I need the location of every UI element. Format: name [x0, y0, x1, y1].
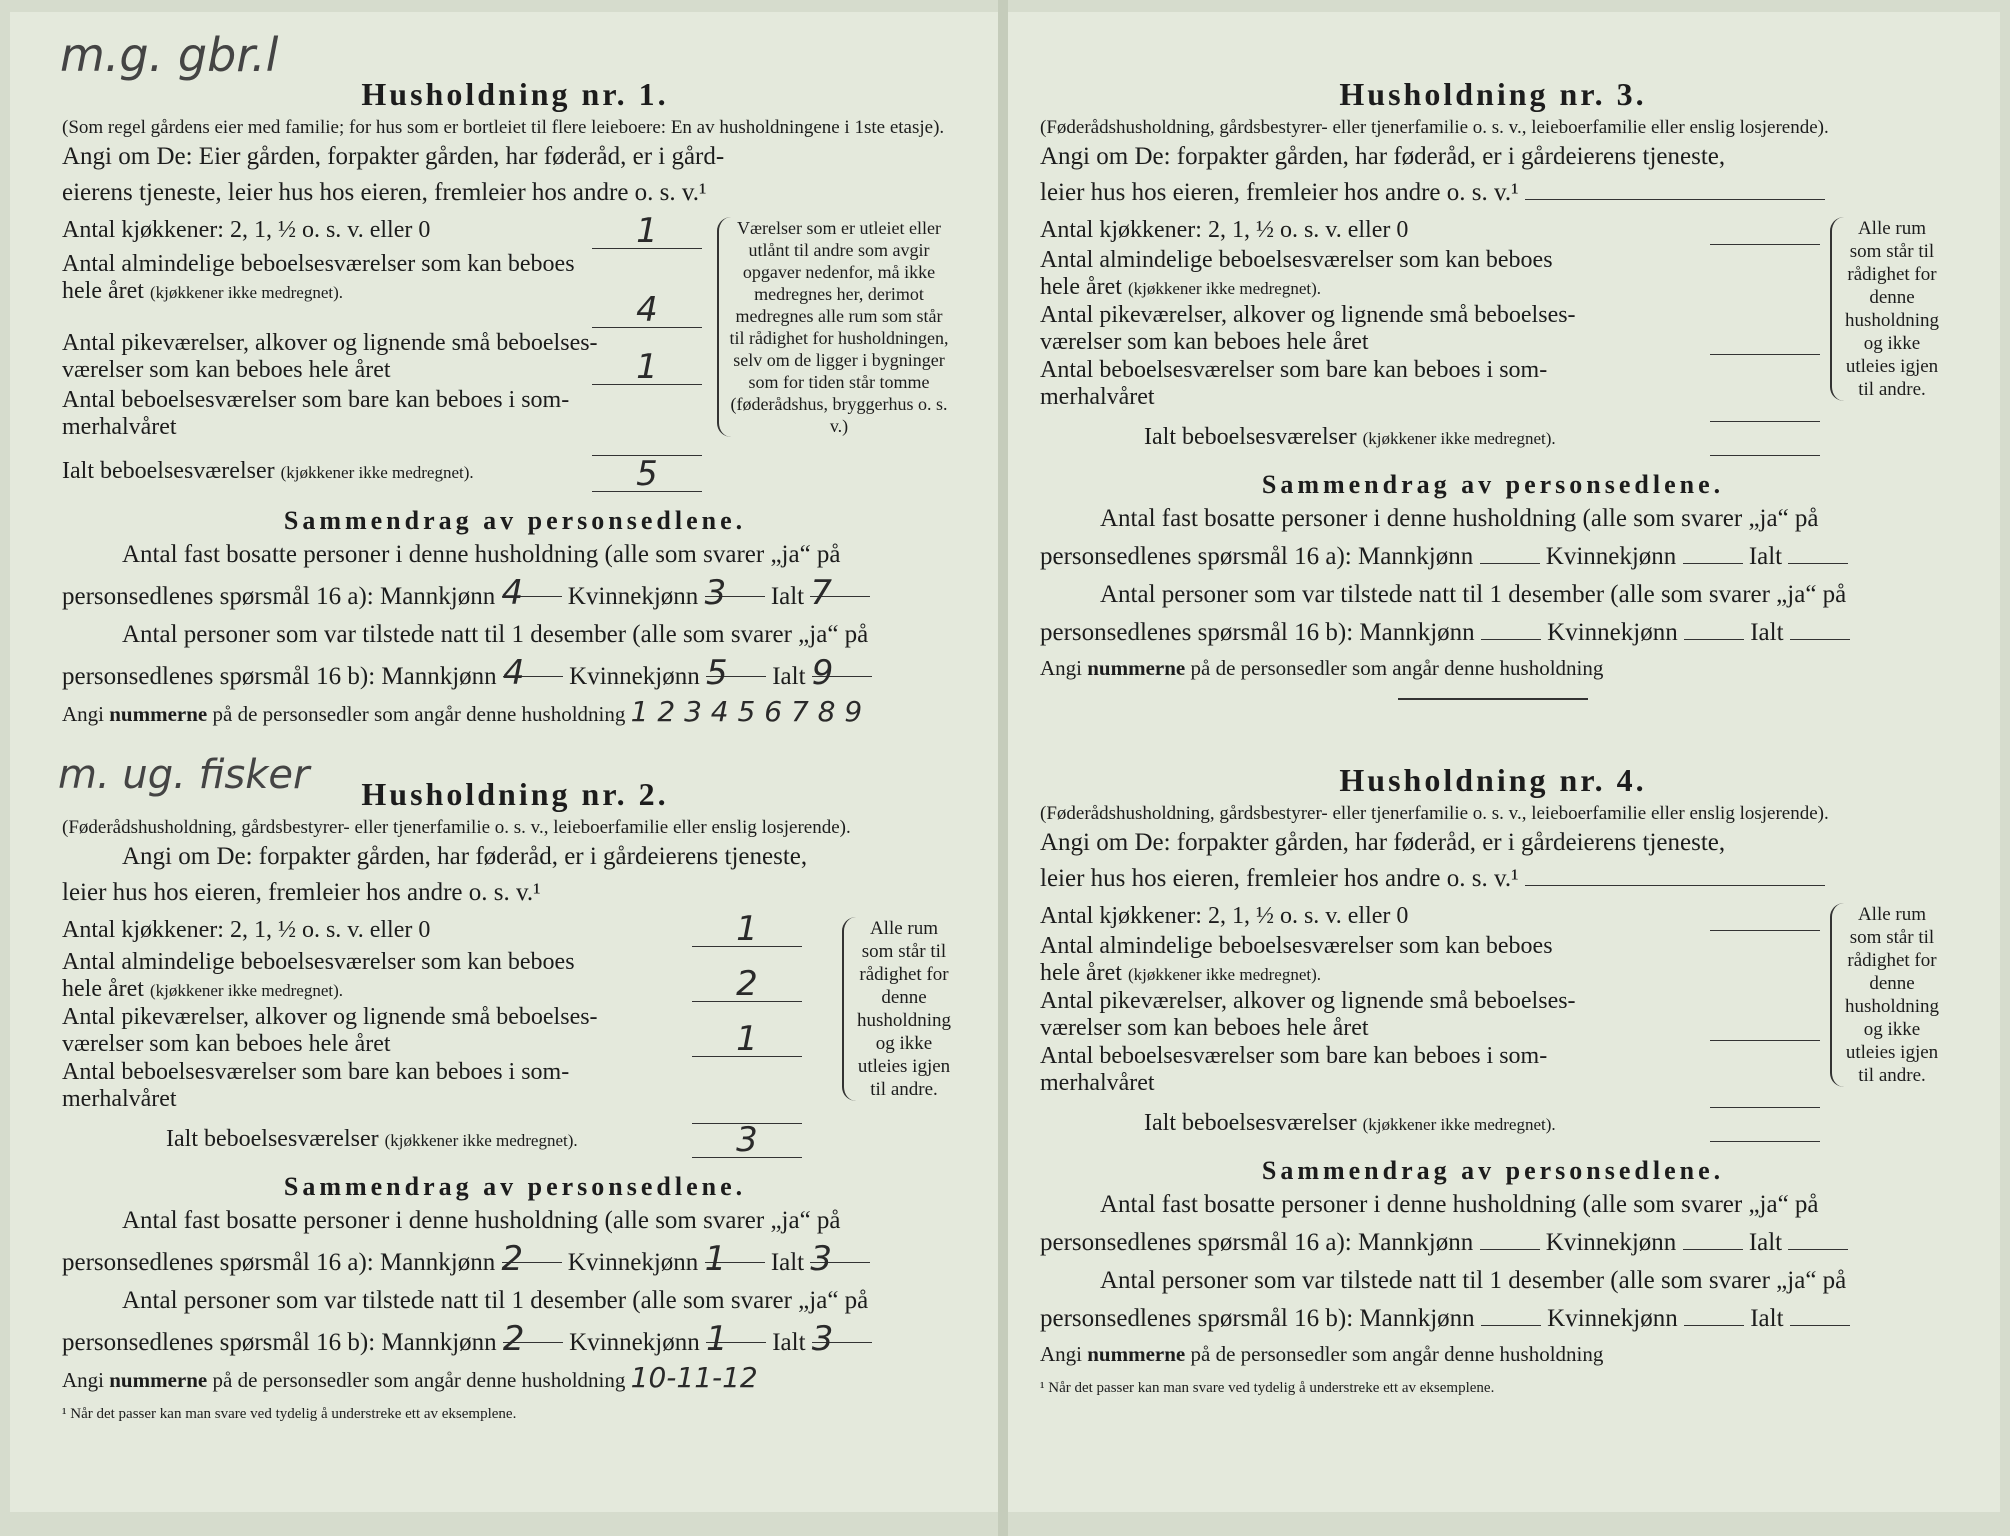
household-3: Husholdning nr. 3. (Føderådshusholdning, gårdsbestyrer- eller tjenerfamilie o. s. v., leieboerfamilie eller enslig losjerende). Angi om De: forpakter gården, har føderåd, er i gårdeierens tjeneste, leier hus hos eieren, fremleier hos andre o. s. v.¹ Antal kjøkkener: 2, 1, ½ o. s. v. eller 0 Antal almindelige beboelsesværelser som kan beboes hele året (kjøkkener ikke medregnet). Antal pikeværelser, alkover og lignende små beboelses- værelser som kan beboes hele året Antal beboelsesværelser som bare kan beboes i som- merhalvåret Ialt beboelsesværelser (kjøkkener ikke medregnet). Alle rum som står til rådighet for denne husholdning og ikke utleies igjen til andre. Sammendrag av personsedlene. Antal fast bosatte personer i denne husholdning (alle som svarer „ja“ på personsedlenes spørsmål 16 a): Mannkjønn Kvinnekjønn Ialt Antal personer som var tilstede natt til 1 desember (alle som svarer „ja“ på personsedlenes spørsmål 16 b): Mannkjønn Kvinnekjønn Ialt Angi nummerne på de personsedler som angår denne husholdning [1040, 76, 1946, 714]
household-2-rooms: Antal kjøkkener: 2, 1, ½ o. s. v. eller 0 1 Antal almindelige beboelsesværelser som kan beboes hele året (kjøkkener ikke medregnet). 2 Antal pikeværelser, alkover og lignende små beboelses- værelser som kan beboes hele året 1 Antal beboelsesværelser som bare kan beboes i som- merhalvåret Ialt beboelsesværelser (kjøkkener ikke medregnet). 3 Alle rum som står til rådighet for denne husholdning og ikke utleies igjen til andre. [62, 917, 968, 1160]
h1-pike-value: 1 [592, 354, 702, 385]
page-fold [998, 0, 1008, 1536]
household-1-note: (Som regel gårdens eier med familie; for hus som er bortleiet til flere leieboere: En av husholdningene i 1ste etasje). [62, 117, 945, 138]
h1-side-note: Værelser som er utleiet eller utlånt til andre som avgir opgaver nedenfor, må ikke medregnes her, derimot medregnes alle rum som står til rådighet for husholdningen, selv om de ligger i bygninger som for tiden står tomme (føderådshus, bryggerhus o. s. v.) [717, 217, 949, 437]
margin-note-middle: m. ug. fisker [58, 752, 310, 798]
h1-sommer-label: Antal beboelsesværelser som bare kan beboes i som- [62, 387, 570, 413]
h2-nummerne-value: 10-11-12 [630, 1361, 758, 1394]
h1-almindelige-label2: hele året [62, 278, 144, 304]
h1-fast-mann: 4 [502, 574, 562, 597]
h1-fast-line1: Antal fast bosatte personer i denne husholdning (alle som svarer „ja“ på [122, 541, 841, 568]
h2-til-mann: 2 [503, 1320, 563, 1343]
h2-fast-ialt: 3 [810, 1240, 870, 1263]
h2-til-kvinne: 1 [706, 1320, 766, 1343]
household-1-angi-line1: Angi om De: Eier gården, forpakter gården, har føderåd, er i gård- [62, 143, 725, 170]
h1-pike-label: Antal pikeværelser, alkover og lignende små beboelses- [62, 330, 598, 356]
household-3-title: Husholdning nr. 3. [1339, 76, 1647, 112]
right-footnote: ¹ Når det passer kan man svare ved tydelig å understreke ett av eksemplene. [1040, 1380, 1495, 1396]
h2-til-ialt: 3 [812, 1320, 872, 1343]
h4-side-note: Alle rum som står til rådighet for denne husholdning og ikke utleies igjen til andre. [1830, 903, 1942, 1087]
h1-sommer-value [592, 425, 702, 456]
h2-summary-title: Sammendrag av personsedlene. [283, 1172, 747, 1201]
h1-summary-title: Sammendrag av personsedlene. [283, 506, 747, 535]
separator-line [1398, 698, 1588, 700]
h1-ialt-value: 5 [592, 461, 702, 492]
h2-pike-value: 1 [692, 1026, 802, 1057]
household-2-note: (Føderådshusholdning, gårdsbestyrer- eller tjenerfamilie o. s. v., leieboerfamilie eller enslig losjerende). [62, 817, 851, 838]
h1-sommer-label2: merhalvåret [62, 414, 177, 440]
h2-side-note: Alle rum som står til rådighet for denne husholdning og ikke utleies igjen til andre. [842, 917, 954, 1101]
h1-pike-label2: værelser som kan beboes hele året [62, 357, 391, 383]
h1-ialt-label: Ialt beboelsesværelser [62, 458, 275, 484]
h1-til-kvinne: 5 [706, 654, 766, 677]
household-1-angi-line2: eierens tjeneste, leier hus hos eieren, fremleier hos andre o. s. v.¹ [62, 179, 707, 206]
margin-note-top: m.g. gbr.l [60, 28, 279, 82]
h2-fast-kvinne: 1 [705, 1240, 765, 1263]
h2-fast-mann: 2 [502, 1240, 562, 1263]
household-2-angi-line1: Angi om De: forpakter gården, har føderåd, er i gårdeierens tjeneste, [122, 843, 808, 870]
household-2-title: Husholdning nr. 2. [361, 776, 669, 812]
household-4-title: Husholdning nr. 4. [1339, 762, 1647, 798]
h1-almindelige-label: Antal almindelige beboelsesværelser som kan beboes [62, 251, 575, 277]
household-1-title: Husholdning nr. 1. [361, 76, 669, 112]
h1-kjokkener-ikke: (kjøkkener ikke medregnet). [149, 283, 343, 302]
h1-kjokkener-value: 1 [592, 218, 702, 249]
h3-side-note: Alle rum som står til rådighet for denne husholdning og ikke utleies igjen til andre. [1830, 217, 1942, 401]
h1-til-mann: 4 [503, 654, 563, 677]
h1-kjokkener-label: Antal kjøkkener: 2, 1, ½ o. s. v. eller 0 [62, 217, 431, 243]
h2-ialt-value: 3 [692, 1127, 802, 1158]
h1-nummerne-value: 1 2 3 4 5 6 7 8 9 [630, 695, 863, 728]
household-2: Husholdning nr. 2. (Føderådshusholdning, gårdsbestyrer- eller tjenerfamilie o. s. v., leieboerfamilie eller enslig losjerende). Angi om De: forpakter gården, har føderåd, er i gårdeierens tjeneste, leier hus hos eieren, fremleier hos andre o. s. v.¹ Antal kjøkkener: 2, 1, ½ o. s. v. eller 0 1 Antal almindelige beboelsesværelser som kan beboes hele året (kjøkkener ikke medregnet). 2 Antal pikeværelser, alkover og lignende små beboelses- værelser som kan beboes hele året 1 Antal beboelsesværelser som bare kan beboes i som- merhalvåret Ialt beboelsesværelser (kjøkkener ikke medregnet). 3 Alle rum som står til rådighet for denne husholdning og ikke utleies igjen til andre. Sammendrag av personsedlene. Antal fast bosatte personer i denne husholdning (alle som svarer „ja“ på personsedlenes spørsmål 16 a): Mannkjønn 2 Kvinnekjønn 1 Ialt 3 Antal personer som var tilstede natt til 1 desember (alle som svarer „ja“ på personsedlenes spørsmål 16 b): Mannkjønn 2 Kvinnekjønn 1 Ialt 3 Angi nummerne på de personsedler som angår denne husholdning 10-11-12 ¹ Når det passer kan man svare ved tydelig å understreke ett av eksemplene. [62, 776, 968, 1423]
left-footnote: ¹ Når det passer kan man svare ved tydelig å understreke ett av eksemplene. [62, 1406, 517, 1422]
household-1: Husholdning nr. 1. (Som regel gårdens eier med familie; for hus som er bortleiet til flere leieboere: En av husholdningene i 1ste etasje). Angi om De: Eier gården, forpakter gården, har føderåd, er i gård- eierens tjeneste, leier hus hos eieren, fremleier hos andre o. s. v.¹ Antal kjøkkener: 2, 1, ½ o. s. v. eller 0 1 Antal almindelige beboelsesværelser som kan beboes hele året (kjøkkener ikke medregnet). 4 Antal pikeværelser, alkover og lignende små beboelses- værelser som kan beboes hele året 1 Antal beboelsesværelser som bare kan beboes i som- merhalvåret Ialt beboelsesværelser (kjøkkener ikke medregnet). 5 Værelser som er utleiet eller utlånt til andre som avgir opgaver nedenfor, må ikke medregnes her, derimot medregnes alle rum som står til rådighet for husholdningen, selv om de ligger i bygninger som for tiden står tomme (føderådshus, bryggerhus o. s. v.) Sammendrag av personsedlene. Antal fast bosatte personer i denne husholdning (alle som svarer „ja“ på personsedlenes spørsmål 16 a): Mannkjønn 4 Kvinnekjønn 3 Ialt 7 Antal personer som var tilstede natt til 1 desember (alle som svarer „ja“ på personsedlenes spørsmål 16 b): Mannkjønn 4 Kvinnekjønn 5 Ialt 9 Angi nummerne på de personsedler som angår denne husholdning 1 2 3 4 5 6 7 8 9 [62, 76, 968, 730]
household-2-angi-line2: leier hus hos eieren, fremleier hos andre o. s. v.¹ [62, 879, 541, 906]
h1-almindelige-value: 4 [592, 297, 702, 328]
h1-tilstede-line1: Antal personer som var tilstede natt til 1 desember (alle som svarer „ja“ på [122, 621, 869, 648]
h2-almindelige-value: 2 [692, 971, 802, 1002]
household-4: Husholdning nr. 4. (Føderådshusholdning, gårdsbestyrer- eller tjenerfamilie o. s. v., leieboerfamilie eller enslig losjerende). Angi om De: forpakter gården, har føderåd, er i gårdeierens tjeneste, leier hus hos eieren, fremleier hos andre o. s. v.¹ Antal kjøkkener: 2, 1, ½ o. s. v. eller 0 Antal almindelige beboelsesværelser som kan beboes hele året (kjøkkener ikke medregnet). Antal pikeværelser, alkover og lignende små beboelses- værelser som kan beboes hele året Antal beboelsesværelser som bare kan beboes i som- merhalvåret Ialt beboelsesværelser (kjøkkener ikke medregnet). Alle rum som står til rådighet for denne husholdning og ikke utleies igjen til andre. Sammendrag av personsedlene. Antal fast bosatte personer i denne husholdning (alle som svarer „ja“ på personsedlenes spørsmål 16 a): Mannkjønn Kvinnekjønn Ialt Antal personer som var tilstede natt til 1 desember (alle som svarer „ja“ på personsedlenes spørsmål 16 b): Mannkjønn Kvinnekjønn Ialt Angi nummerne på de personsedler som angår denne husholdning ¹ Når det passer kan man svare ved tydelig å understreke ett av eksemplene. [1040, 762, 1946, 1397]
h2-kjokkener-value: 1 [692, 916, 802, 947]
h1-fast-kvinne: 3 [705, 574, 765, 597]
h1-til-ialt: 9 [812, 654, 872, 677]
h1-fast-ialt: 7 [810, 574, 870, 597]
household-1-rooms: Antal kjøkkener: 2, 1, ½ o. s. v. eller 0 1 Antal almindelige beboelsesværelser som kan beboes hele året (kjøkkener ikke medregnet). 4 Antal pikeværelser, alkover og lignende små beboelses- værelser som kan beboes hele året 1 Antal beboelsesværelser som bare kan beboes i som- merhalvåret Ialt beboelsesværelser (kjøkkener ikke medregnet). 5 Værelser som er utleiet eller utlånt til andre som avgir opgaver nedenfor, må ikke medregnes her, derimot medregnes alle rum som står til rådighet for husholdningen, selv om de ligger i bygninger som for tiden står tomme (føderådshus, bryggerhus o. s. v.) [62, 211, 949, 494]
